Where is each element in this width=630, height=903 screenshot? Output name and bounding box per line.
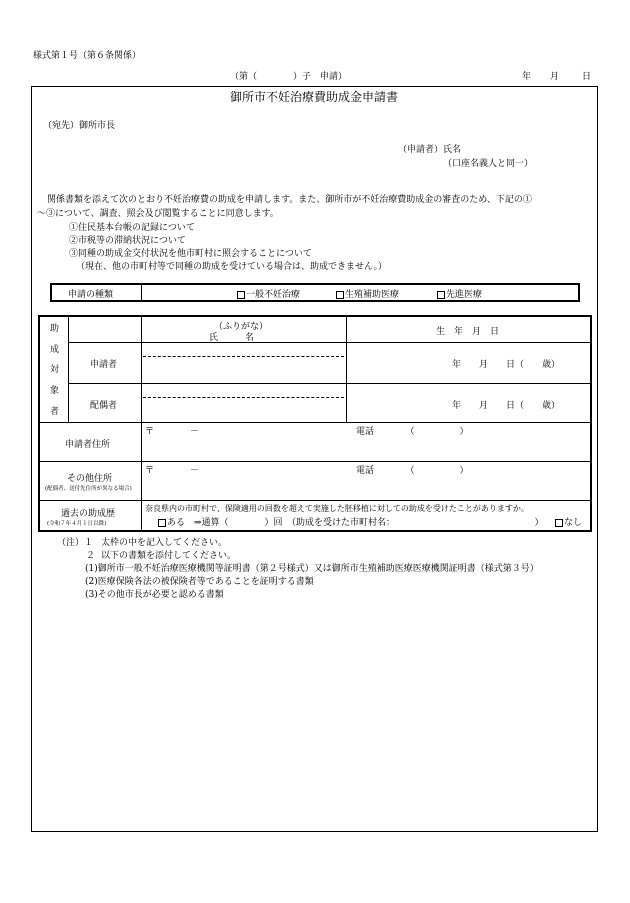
doc-2: (2)医療保険各法の被保険者等であることを証明する書類 [85, 577, 314, 587]
target-char-1: 助 [50, 324, 60, 334]
application-type-label: 申請の種類 [68, 290, 114, 300]
account-holder-note: （口座名義人と同一） [443, 159, 534, 169]
history-date-note: (令和７年４月１日以降) [47, 521, 107, 527]
applicant-name-label: （申請者）氏名 [398, 145, 462, 155]
note-1-mark: （注）１ [57, 538, 94, 548]
application-number: （第（ ）子 申請） [230, 72, 348, 82]
checkbox-icon[interactable] [437, 291, 445, 299]
type-option-art[interactable] [336, 287, 399, 300]
target-char-5: 者 [50, 407, 60, 417]
note-2: 以下の書類を添付してください。 [101, 551, 237, 561]
history-label: 過去の助成歴 [61, 509, 116, 519]
consent-line-1: 関係書類を添えて次のとおり不妊治療費の助成を申請します。また、御所市が不妊治療費助成金の審査のため、下記の① [47, 195, 532, 205]
history-no-option[interactable] [555, 515, 582, 528]
other-address-label: その他住所 [67, 474, 113, 484]
type-option-advanced-label: 先進医療 [446, 290, 483, 300]
checkbox-icon[interactable] [555, 519, 563, 527]
consent-item-3: ③同種の助成金交付状況を他市町村に照会することについて [69, 249, 312, 259]
consent-item-2: ②市税等の滞納状況について [69, 236, 186, 246]
history-no-label: なし [564, 518, 583, 528]
history-question: 奈良県内の市町村で、保険適用の回数を超えて実施した胚移植に対しての助成を受けたことがありますか。 [145, 504, 529, 513]
note-2-mark: ２ [86, 551, 96, 561]
address-phone[interactable]: 電話 （ ） [356, 427, 469, 437]
consent-item-1: ①住民基本台帳の記録について [69, 223, 195, 233]
target-char-2: 成 [50, 345, 60, 355]
target-char-4: 象 [50, 386, 60, 396]
spouse-birthdate[interactable]: 年 月 日（ 歳） [452, 401, 561, 411]
form-title: 御所市不妊治療費助成金申請書 [230, 90, 399, 104]
application-type-row [50, 283, 580, 302]
consent-line-2: ～③について、調査、照会及び閲覧することに同意します。 [37, 209, 279, 219]
target-char-3: 対 [50, 365, 60, 375]
doc-3: (3)その他市長が必要と認める書類 [85, 590, 224, 600]
name-header: 氏 名 [209, 333, 255, 343]
checkbox-icon[interactable] [336, 291, 344, 299]
other-address-phone[interactable]: 電話 （ ） [356, 466, 469, 476]
checkbox-icon[interactable] [158, 519, 166, 527]
address-postal[interactable]: 〒 － [145, 427, 200, 437]
applicant-birthdate[interactable]: 年 月 日（ 歳） [452, 360, 561, 370]
other-address-postal[interactable]: 〒 － [145, 466, 200, 476]
other-address-note: (配偶者、送付先住所が異なる場合) [45, 486, 132, 492]
checkbox-icon[interactable] [237, 291, 245, 299]
type-option-advanced[interactable] [437, 287, 482, 300]
note-1: 太枠の中を記入してください。 [101, 538, 228, 548]
date-year: 年 [522, 72, 532, 82]
date-month: 月 [550, 72, 560, 82]
doc-1: (1)御所市一般不妊治療医療機関等証明書（第２号様式）又は御所市生殖補助医療医療機関証明書（様式第３号） [85, 564, 539, 574]
spouse-row-label: 配偶者 [90, 401, 118, 411]
type-option-general[interactable] [237, 287, 300, 300]
history-yes-option[interactable] [158, 515, 544, 528]
type-option-general-label: 一般不妊治療 [246, 290, 301, 300]
address-label: 申請者住所 [65, 440, 111, 450]
applicant-row-label: 申請者 [90, 360, 118, 370]
addressee: （宛先）御所市長 [43, 121, 116, 131]
date-day: 日 [582, 72, 592, 82]
birthdate-header: 生 年 月 日 [436, 327, 500, 337]
type-option-art-label: 生殖補助医療 [345, 290, 400, 300]
history-yes-label: ある ⇒通算（ ）回 （助成を受けた市町村名： ） [167, 518, 544, 528]
consent-note: （現在、他の市町村等で同種の助成を受けている場合は、助成できません。） [76, 262, 388, 272]
form-number: 様式第１号（第６条関係） [33, 51, 142, 61]
furigana-header: （ふりがな） [214, 322, 269, 332]
